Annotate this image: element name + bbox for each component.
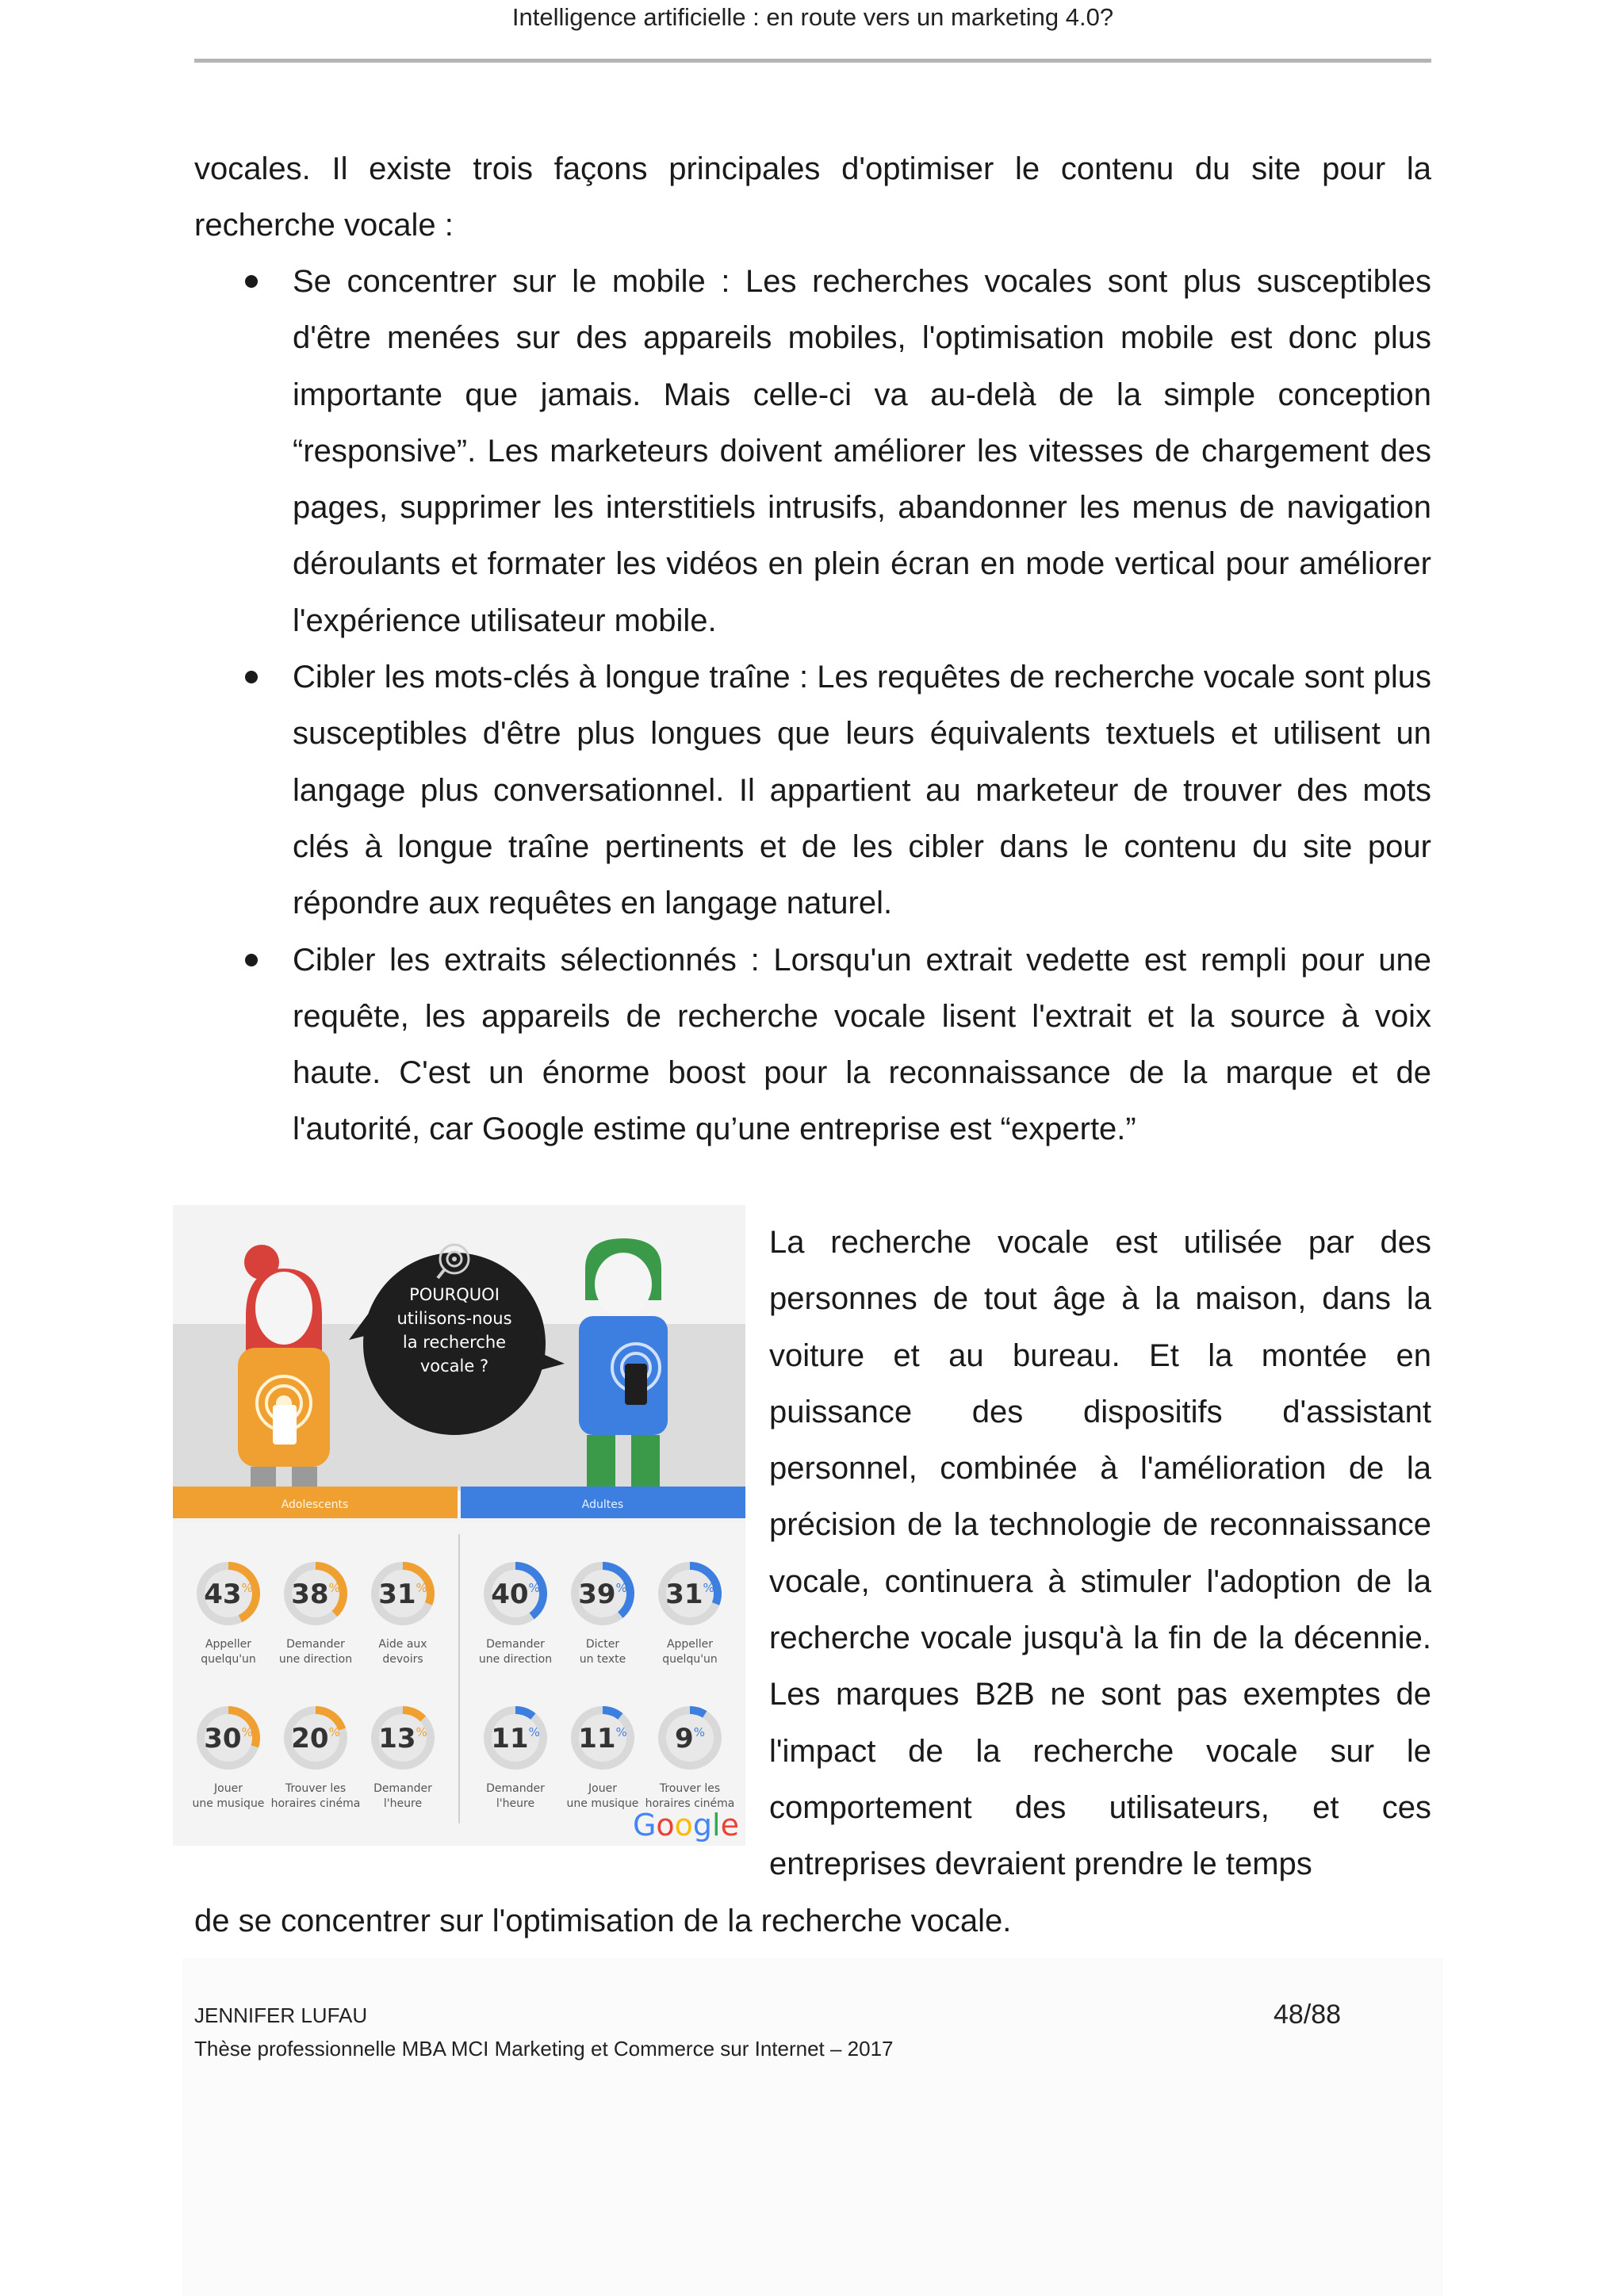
stat-label: Jouer [588, 1782, 617, 1795]
stat-value: 39% [578, 1578, 627, 1610]
stat-label: l'heure [496, 1797, 535, 1810]
stat-label: Appeller [205, 1638, 252, 1651]
stat-label: Demander [373, 1782, 432, 1795]
adults-stat-3 [484, 1706, 547, 1810]
adults-stat-2 [658, 1562, 722, 1666]
stat-value: 30% [204, 1723, 253, 1755]
stat-label: une direction [478, 1653, 553, 1666]
page-header-title: Intelligence artificielle : en route vers un marketing 4.0? [511, 3, 1114, 31]
stat-label: Demander [486, 1782, 545, 1795]
stat-value: 40% [491, 1578, 540, 1610]
stat-label: Trouver les [659, 1782, 721, 1795]
header-divider [194, 59, 1431, 63]
voice-search-infographic [173, 1205, 745, 1846]
stat-value: 31% [665, 1578, 714, 1610]
stat-value: 43% [204, 1578, 253, 1610]
stat-value: 20% [291, 1723, 340, 1755]
stat-label: Aide aux [378, 1638, 427, 1651]
bullet-text: Cibler les mots-clés à longue traîne : Les requêtes de recherche vocale sont plus susceptibles d'être plus longues que leurs équivalents textuels et utilisent un langage plus conversationnel. Il appartient au marketeur de trouver des mots clés à longue traîne pertinents et de les cibler dans le contenu du site pour répondre aux requêtes en langage naturel. [293, 660, 1431, 921]
bullet-text: Cibler les extraits sélectionnés : Lorsqu'un extrait vedette est rempli pour une requête, les appareils de recherche vocale lisent l'extrait et la source à voix haute. C'est un énorme boost pour la reconnaissance de la marque et de l'autorité, car Google estime qu’une entreprise est “experte.” [293, 942, 1431, 1147]
stat-value: 11% [491, 1723, 540, 1755]
footer-author: JENNIFER LUFAU [194, 2003, 368, 2027]
stat-label: Jouer [214, 1782, 243, 1795]
teens-stat-5 [371, 1706, 435, 1810]
stat-label: Demander [486, 1638, 545, 1651]
stat-value: 31% [378, 1578, 427, 1610]
page-number: 48/88 [1274, 1999, 1342, 2030]
bullet-dot-icon [245, 275, 258, 288]
footer-thesis: Thèse professionnelle MBA MCI Marketing et Commerce sur Internet – 2017 [194, 2037, 894, 2061]
stat-label: devoirs [382, 1653, 423, 1666]
teens-label: Adolescents [281, 1498, 349, 1511]
stat-label: un texte [579, 1653, 626, 1666]
stat-label: Appeller [666, 1638, 714, 1651]
bullet-item-longtail [194, 649, 1431, 932]
bubble-text: POURQUOI utilisons-nous la recherche vocale ? [396, 1285, 512, 1376]
stat-label: une musique [566, 1797, 639, 1810]
stat-label: horaires cinéma [645, 1797, 735, 1810]
intro-paragraph: vocales. Il existe trois façons principales d'optimiser le contenu du site pour la recherche vocale : [194, 151, 1431, 243]
stat-label: quelqu'un [662, 1653, 718, 1666]
stat-label: une musique [192, 1797, 265, 1810]
stat-label: Demander [286, 1638, 345, 1651]
adults-label: Adultes [581, 1498, 624, 1511]
stat-value: 38% [291, 1578, 340, 1610]
stat-label: l'heure [383, 1797, 423, 1810]
stat-label: Dicter [585, 1638, 620, 1651]
bullet-item-snippets [194, 932, 1431, 1158]
stat-label: Trouver les [285, 1782, 347, 1795]
bullet-text: Se concentrer sur le mobile : Les recherches vocales sont plus susceptibles d'être menées sur des appareils mobiles, l'optimisation mobile est donc plus importante que jamais. Mais celle-ci va au-delà de la simple conception “responsive”. Les marketeurs doivent améliorer les vitesses de chargement des pages, supprimer les interstitiels intrusifs, abandonner les menus de navigation déroulants et formater les vidéos en plein écran en mode vertical pour améliorer l'expérience utilisateur mobile. [293, 264, 1431, 638]
side-paragraph: La recherche vocale est utilisée par des personnes de tout âge à la maison, dans la voiture et au bureau. Et la montée en puissance des dispositifs d'assistant personnel, combinée à l'amélioration de la précision de la technologie de reconnaissance vocale, continuera à stimuler l'adoption de la recherche vocale jusqu'à la fin de la décennie. Les marques B2B ne sont pas exemptes de l'impact de la recherche vocale sur le comportement des utilisateurs, et ces entreprises devraient prendre le temps [769, 1225, 1431, 1882]
bullet-list [194, 254, 1431, 1158]
teens-stat-0 [197, 1562, 260, 1666]
teens-stat-2 [371, 1562, 435, 1666]
stat-value: 11% [578, 1723, 627, 1755]
stat-value: 9% [675, 1723, 705, 1755]
stat-label: horaires cinéma [270, 1797, 361, 1810]
bullet-dot-icon [245, 954, 258, 966]
stat-value: 13% [378, 1723, 427, 1755]
infographic-figure [173, 1205, 745, 1846]
bullet-item-mobile [194, 254, 1431, 649]
last-line: de se concentrer sur l'optimisation de la recherche vocale. [194, 1904, 1012, 1938]
google-logo: Google [632, 1808, 739, 1843]
bullet-dot-icon [245, 671, 258, 683]
stat-label: une direction [278, 1653, 353, 1666]
footer-background [182, 1958, 1443, 2296]
stat-label: quelqu'un [201, 1653, 256, 1666]
